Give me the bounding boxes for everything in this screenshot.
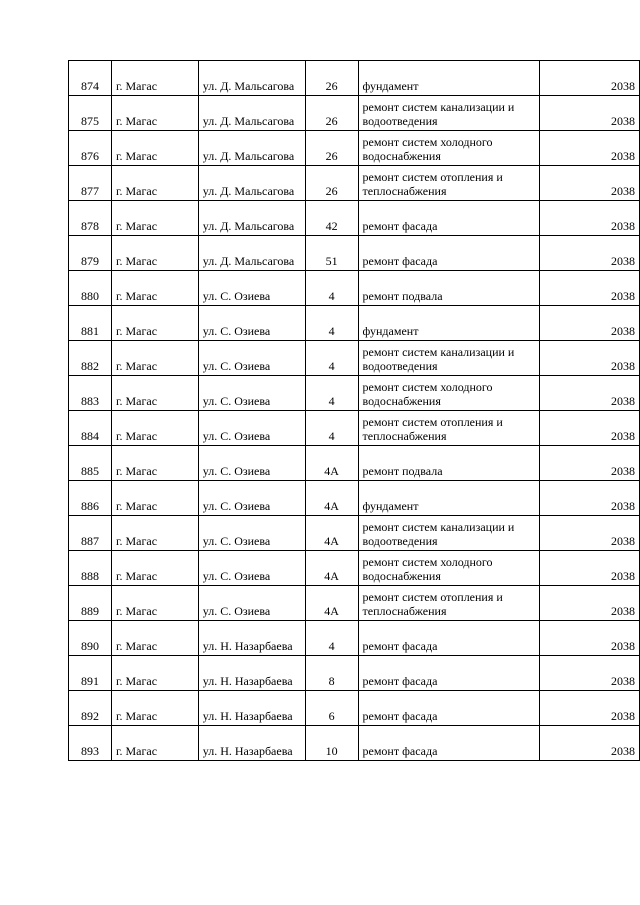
table-row [69, 481, 640, 516]
row-number-cell: 888 [69, 551, 112, 586]
table-row [69, 516, 640, 551]
work-type-cell: ремонт подвала [358, 446, 540, 481]
house-number-cell: 4 [305, 376, 358, 411]
street-cell: ул. С. Озиева [198, 446, 305, 481]
work-type-cell: ремонт систем отопления и теплоснабжения [358, 586, 540, 621]
year-cell: 2038 [540, 376, 640, 411]
row-number-cell: 877 [69, 166, 112, 201]
row-number-cell: 878 [69, 201, 112, 236]
row-number-cell: 875 [69, 96, 112, 131]
row-number-cell: 889 [69, 586, 112, 621]
street-cell: ул. С. Озиева [198, 376, 305, 411]
table-row [69, 236, 640, 271]
work-type-cell: ремонт систем холодного водоснабжения [358, 551, 540, 586]
city-cell: г. Магас [111, 341, 198, 376]
row-number-cell: 884 [69, 411, 112, 446]
city-cell: г. Магас [111, 516, 198, 551]
table-row [69, 446, 640, 481]
year-cell: 2038 [540, 516, 640, 551]
street-cell: ул. С. Озиева [198, 306, 305, 341]
house-number-cell: 26 [305, 131, 358, 166]
table-row [69, 411, 640, 446]
table-row [69, 96, 640, 131]
table-row [69, 621, 640, 656]
city-cell: г. Магас [111, 586, 198, 621]
city-cell: г. Магас [111, 446, 198, 481]
row-number-cell: 891 [69, 656, 112, 691]
city-cell: г. Магас [111, 131, 198, 166]
row-number-cell: 874 [69, 61, 112, 96]
work-type-cell: ремонт систем холодного водоснабжения [358, 376, 540, 411]
work-type-cell: ремонт фасада [358, 201, 540, 236]
house-number-cell: 4А [305, 586, 358, 621]
city-cell: г. Магас [111, 166, 198, 201]
table-row [69, 61, 640, 96]
house-number-cell: 10 [305, 726, 358, 761]
row-number-cell: 890 [69, 621, 112, 656]
row-number-cell: 876 [69, 131, 112, 166]
house-number-cell: 4 [305, 411, 358, 446]
street-cell: ул. Д. Мальсагова [198, 61, 305, 96]
work-type-cell: ремонт фасада [358, 656, 540, 691]
table-row [69, 551, 640, 586]
row-number-cell: 886 [69, 481, 112, 516]
city-cell: г. Магас [111, 376, 198, 411]
city-cell: г. Магас [111, 656, 198, 691]
work-type-cell: ремонт фасада [358, 691, 540, 726]
house-number-cell: 4А [305, 551, 358, 586]
city-cell: г. Магас [111, 236, 198, 271]
table-row [69, 656, 640, 691]
house-number-cell: 4А [305, 446, 358, 481]
table-row [69, 271, 640, 306]
year-cell: 2038 [540, 61, 640, 96]
street-cell: ул. Д. Мальсагова [198, 166, 305, 201]
city-cell: г. Магас [111, 271, 198, 306]
work-type-cell: ремонт фасада [358, 726, 540, 761]
row-number-cell: 882 [69, 341, 112, 376]
table-row [69, 376, 640, 411]
work-type-cell: ремонт систем канализации и водоотведения [358, 516, 540, 551]
year-cell: 2038 [540, 306, 640, 341]
year-cell: 2038 [540, 341, 640, 376]
year-cell: 2038 [540, 656, 640, 691]
year-cell: 2038 [540, 586, 640, 621]
year-cell: 2038 [540, 271, 640, 306]
house-number-cell: 6 [305, 691, 358, 726]
year-cell: 2038 [540, 551, 640, 586]
year-cell: 2038 [540, 691, 640, 726]
table-row [69, 201, 640, 236]
street-cell: ул. Н. Назарбаева [198, 656, 305, 691]
work-type-cell: фундамент [358, 61, 540, 96]
table-row [69, 341, 640, 376]
street-cell: ул. С. Озиева [198, 271, 305, 306]
street-cell: ул. Д. Мальсагова [198, 131, 305, 166]
row-number-cell: 885 [69, 446, 112, 481]
street-cell: ул. С. Озиева [198, 411, 305, 446]
street-cell: ул. Д. Мальсагова [198, 201, 305, 236]
work-type-cell: фундамент [358, 481, 540, 516]
work-type-cell: ремонт фасада [358, 621, 540, 656]
year-cell: 2038 [540, 621, 640, 656]
house-number-cell: 26 [305, 96, 358, 131]
work-type-cell: ремонт фасада [358, 236, 540, 271]
house-number-cell: 4А [305, 516, 358, 551]
work-type-cell: ремонт систем канализации и водоотведения [358, 96, 540, 131]
row-number-cell: 887 [69, 516, 112, 551]
year-cell: 2038 [540, 481, 640, 516]
year-cell: 2038 [540, 726, 640, 761]
work-type-cell: ремонт систем канализации и водоотведения [358, 341, 540, 376]
row-number-cell: 880 [69, 271, 112, 306]
street-cell: ул. Н. Назарбаева [198, 726, 305, 761]
house-number-cell: 4А [305, 481, 358, 516]
house-number-cell: 4 [305, 621, 358, 656]
work-type-cell: фундамент [358, 306, 540, 341]
year-cell: 2038 [540, 201, 640, 236]
street-cell: ул. Н. Назарбаева [198, 621, 305, 656]
city-cell: г. Магас [111, 411, 198, 446]
year-cell: 2038 [540, 446, 640, 481]
city-cell: г. Магас [111, 621, 198, 656]
city-cell: г. Магас [111, 726, 198, 761]
table-row [69, 726, 640, 761]
street-cell: ул. С. Озиева [198, 586, 305, 621]
house-number-cell: 4 [305, 306, 358, 341]
house-number-cell: 51 [305, 236, 358, 271]
year-cell: 2038 [540, 96, 640, 131]
table-row [69, 131, 640, 166]
house-number-cell: 26 [305, 61, 358, 96]
street-cell: ул. С. Озиева [198, 551, 305, 586]
city-cell: г. Магас [111, 306, 198, 341]
row-number-cell: 893 [69, 726, 112, 761]
street-cell: ул. Д. Мальсагова [198, 96, 305, 131]
row-number-cell: 883 [69, 376, 112, 411]
work-type-cell: ремонт подвала [358, 271, 540, 306]
house-number-cell: 26 [305, 166, 358, 201]
city-cell: г. Магас [111, 61, 198, 96]
table-row [69, 586, 640, 621]
city-cell: г. Магас [111, 481, 198, 516]
street-cell: ул. Н. Назарбаева [198, 691, 305, 726]
street-cell: ул. С. Озиева [198, 341, 305, 376]
year-cell: 2038 [540, 166, 640, 201]
work-type-cell: ремонт систем отопления и теплоснабжения [358, 166, 540, 201]
work-type-cell: ремонт систем отопления и теплоснабжения [358, 411, 540, 446]
year-cell: 2038 [540, 131, 640, 166]
house-number-cell: 8 [305, 656, 358, 691]
table-body [69, 61, 640, 761]
table-row [69, 691, 640, 726]
street-cell: ул. С. Озиева [198, 516, 305, 551]
table-row [69, 166, 640, 201]
table-row [69, 306, 640, 341]
year-cell: 2038 [540, 411, 640, 446]
street-cell: ул. Д. Мальсагова [198, 236, 305, 271]
city-cell: г. Магас [111, 96, 198, 131]
row-number-cell: 881 [69, 306, 112, 341]
year-cell: 2038 [540, 236, 640, 271]
house-number-cell: 4 [305, 341, 358, 376]
house-number-cell: 42 [305, 201, 358, 236]
house-number-cell: 4 [305, 271, 358, 306]
city-cell: г. Магас [111, 201, 198, 236]
row-number-cell: 892 [69, 691, 112, 726]
city-cell: г. Магас [111, 551, 198, 586]
work-type-cell: ремонт систем холодного водоснабжения [358, 131, 540, 166]
city-cell: г. Магас [111, 691, 198, 726]
repair-schedule-table [68, 60, 640, 761]
row-number-cell: 879 [69, 236, 112, 271]
street-cell: ул. С. Озиева [198, 481, 305, 516]
